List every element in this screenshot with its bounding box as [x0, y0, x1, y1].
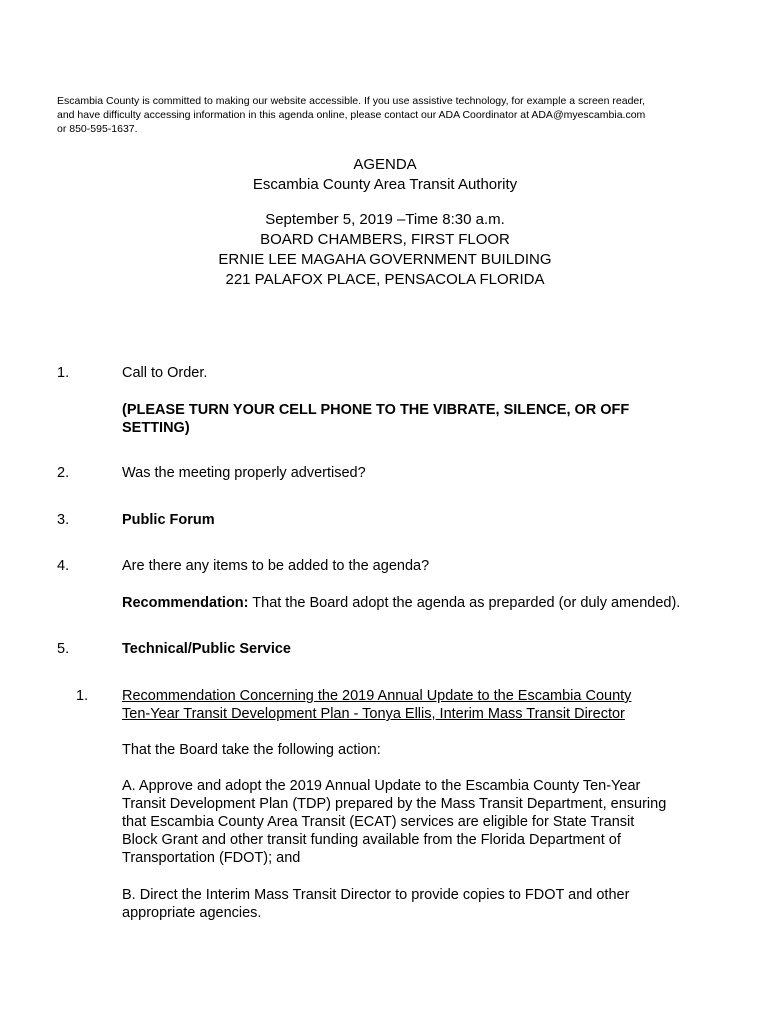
action-a-line: Block Grant and other transit funding available from the Florida Department of: [122, 832, 621, 848]
item-text-advertised: Was the meeting properly advertised?: [122, 465, 366, 481]
recommendation-paragraph: [122, 594, 722, 612]
recommendation-label: Recommendation:: [122, 595, 249, 611]
item-number: 1.: [57, 365, 70, 381]
item-number: 3.: [57, 512, 70, 528]
item-number: 5.: [57, 641, 70, 657]
notice-line: Escambia County is committed to making our website accessible. If you use assistive technology, for example a screen reader,: [57, 95, 646, 107]
item-text-public-forum: Public Forum: [122, 512, 215, 528]
item-text-call-to-order: Call to Order.: [122, 365, 208, 381]
item-text-added-items: Are there any items to be added to the agenda?: [122, 558, 430, 574]
notice-line: or 850-595-1637.: [57, 123, 138, 135]
meeting-location-building: ERNIE LEE MAGAHA GOVERNMENT BUILDING: [218, 251, 552, 268]
page-subtitle: Escambia County Area Transit Authority: [252, 176, 518, 193]
action-b-line: appropriate agencies.: [122, 905, 262, 921]
action-a-line: A. Approve and adopt the 2019 Annual Update to the Escambia County Ten-Year: [122, 778, 641, 794]
subitem-title-line: Recommendation Concerning the 2019 Annual Update to the Escambia County: [122, 688, 632, 704]
action-a-line: that Escambia County Area Transit (ECAT) services are eligible for State Transit: [122, 814, 635, 830]
meeting-location-room: BOARD CHAMBERS, FIRST FLOOR: [260, 231, 510, 248]
item-text-technical-public-service: Technical/Public Service: [122, 641, 291, 657]
recommendation-text: That the Board adopt the agenda as preparded (or duly amended).: [248, 595, 681, 611]
cell-phone-notice: [122, 401, 722, 437]
subitem-number: 1.: [76, 688, 89, 704]
action-b-paragraph: [122, 886, 722, 922]
accessibility-notice: [57, 94, 717, 136]
item-number: 2.: [57, 465, 70, 481]
cell-phone-notice-line: SETTING): [122, 420, 190, 436]
item-number: 4.: [57, 558, 70, 574]
agenda-header: [0, 155, 770, 195]
subitem-title-line: Ten-Year Transit Development Plan - Tonya Ellis, Interim Mass Transit Director: [122, 706, 625, 722]
subitem-title-link[interactable]: [122, 687, 722, 723]
page-title: AGENDA: [353, 156, 417, 173]
meeting-date-time: September 5, 2019 –Time 8:30 a.m.: [265, 211, 505, 228]
action-a-line: Transit Development Plan (TDP) prepared by the Mass Transit Department, ensuring: [122, 796, 667, 812]
action-a-line: Transportation (FDOT); and: [122, 850, 301, 866]
subitem-intro: That the Board take the following action:: [122, 742, 381, 758]
notice-line: and have difficulty accessing information in this agenda online, please contact our ADA Coordinator at ADA@myescambia.com: [57, 109, 646, 121]
action-b-line: B. Direct the Interim Mass Transit Director to provide copies to FDOT and other: [122, 887, 630, 903]
action-a-paragraph: [122, 777, 722, 867]
meeting-details: [0, 210, 770, 290]
meeting-location-address: 221 PALAFOX PLACE, PENSACOLA FLORIDA: [225, 271, 545, 288]
cell-phone-notice-line: (PLEASE TURN YOUR CELL PHONE TO THE VIBRATE, SILENCE, OR OFF: [122, 402, 630, 418]
